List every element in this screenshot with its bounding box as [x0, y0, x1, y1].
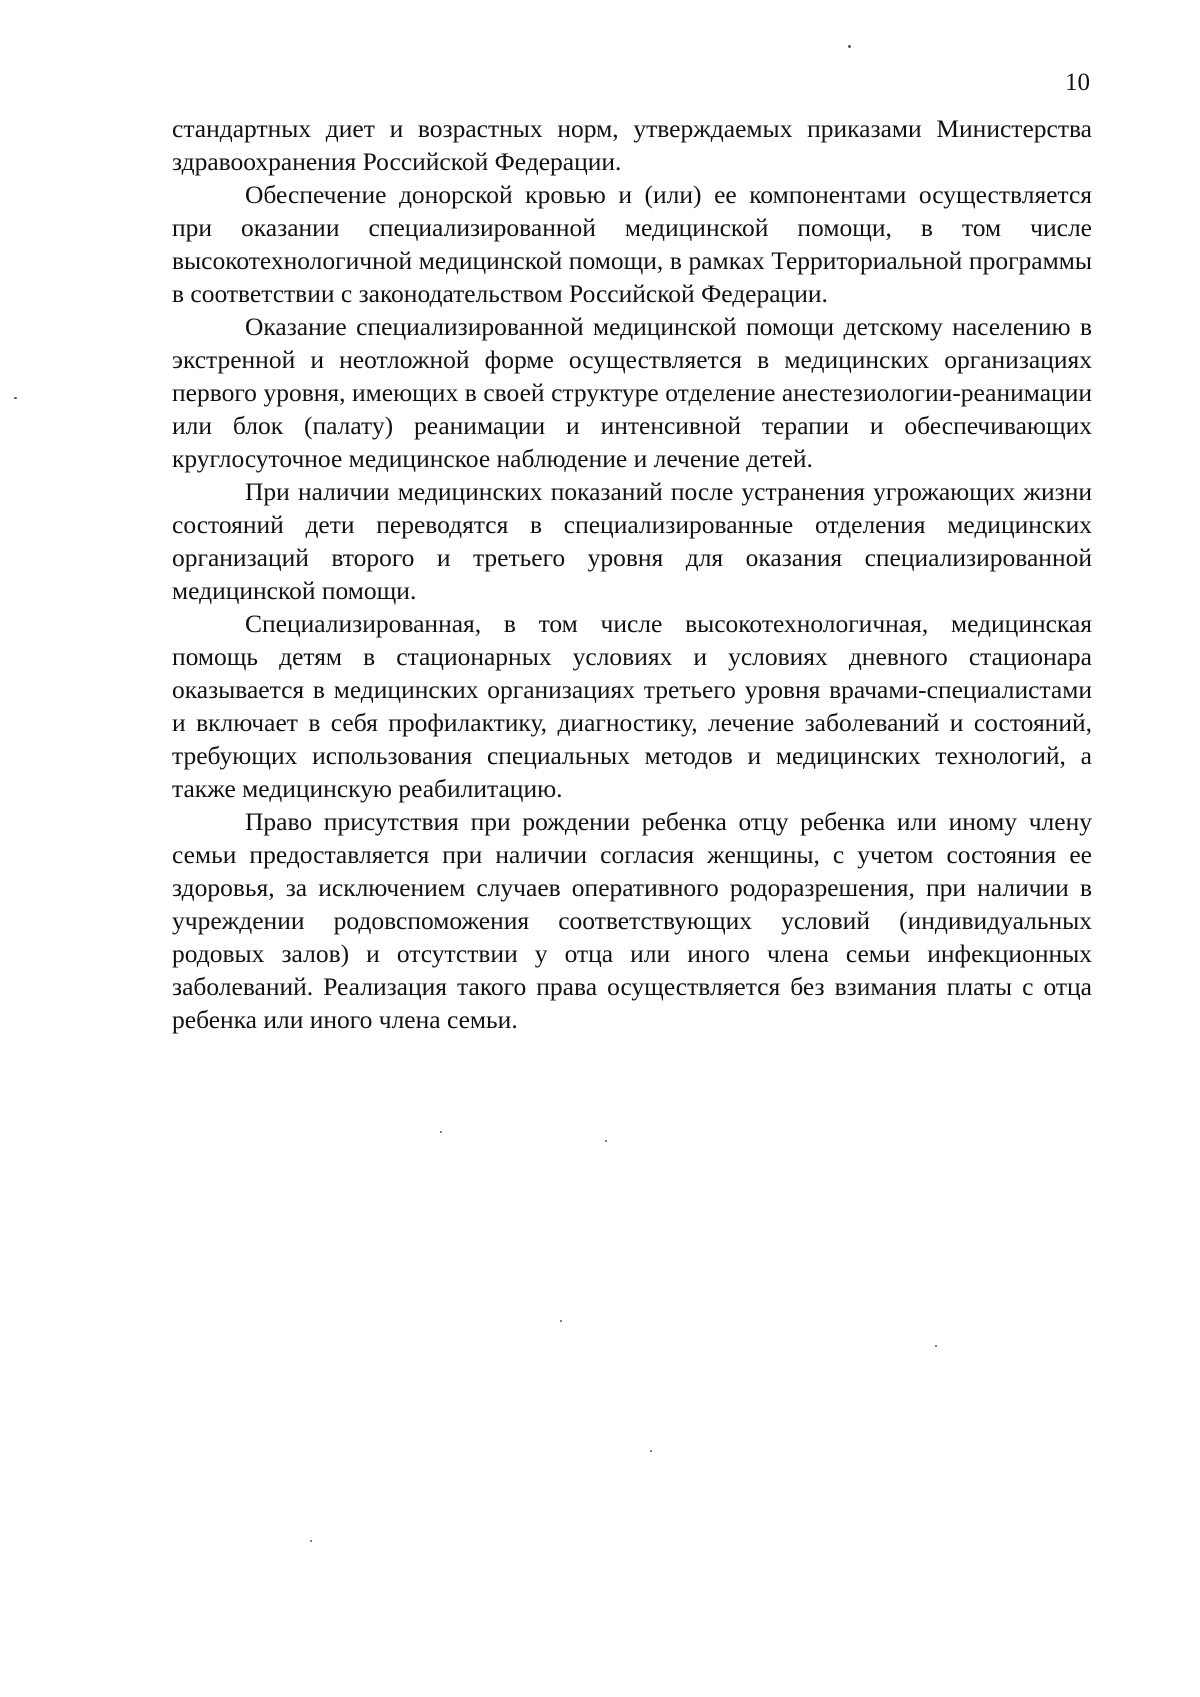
paragraph-transfer-of-children: При наличии медицинских показаний после устранения угрожающих жизни состояний дети переводятся в специализированные отделения медицинских организаций второго и третьего уровня для оказания специализированной медицинской помощи.: [172, 477, 1092, 605]
paragraph-continuation: стандартных диет и возрастных норм, утверждаемых приказами Министерства здравоохранения Российской Федерации.: [172, 114, 1092, 176]
paragraph-blood-supply: Обеспечение донорской кровью и (или) ее компонентами осуществляется при оказании специализированной медицинской помощи, в том числе высокотехнологичной медицинской помощи, в рамках Территориальной программы в соответствии с законодательством Российской Федерации.: [172, 180, 1092, 308]
paragraph-right-of-presence: Право присутствия при рождении ребенка отцу ребенка или иному члену семьи предоставляется при наличии согласия женщины, с учетом состояния ее здоровья, за исключением случаев оперативного родоразрешения, при наличии в учреждении родовспоможения соответствующих условий (индивидуальных родовых залов) и отсутствии у отца или иного члена семьи инфекционных заболеваний. Реализация такого права осуществляется без взимания платы с отца ребенка или иного члена семьи.: [172, 807, 1092, 1034]
scan-speck: [605, 1140, 607, 1142]
scan-speck: [14, 397, 17, 399]
scan-speck: [310, 1540, 312, 1542]
scan-speck: [650, 1450, 652, 1452]
page-number: 10: [1065, 69, 1090, 96]
scan-speck: [560, 1320, 562, 1322]
scan-speck: [935, 1345, 937, 1347]
paragraph-pediatric-emergency-care: Оказание специализированной медицинской помощи детскому населению в экстренной и неотложной форме осуществляется в медицинских организациях первого уровня, имеющих в своей структуре отделение анестезиологии-реанимации или блок (палату) реанимации и интенсивной терапии и обеспечивающих круглосуточное медицинское наблюдение и лечение детей.: [172, 312, 1092, 473]
scan-speck: [440, 1131, 442, 1133]
scan-speck: [848, 45, 851, 48]
document-body: [172, 112, 1092, 1036]
paragraph-specialized-care: Специализированная, в том числе высокотехнологичная, медицинская помощь детям в стационарных условиях и условиях дневного стационара оказывается в медицинских организациях третьего уровня врачами-специалистами и включает в себя профилактику, диагностику, лечение заболеваний и состояний, требующих использования специальных методов и медицинских технологий, а также медицинскую реабилитацию.: [172, 609, 1092, 803]
